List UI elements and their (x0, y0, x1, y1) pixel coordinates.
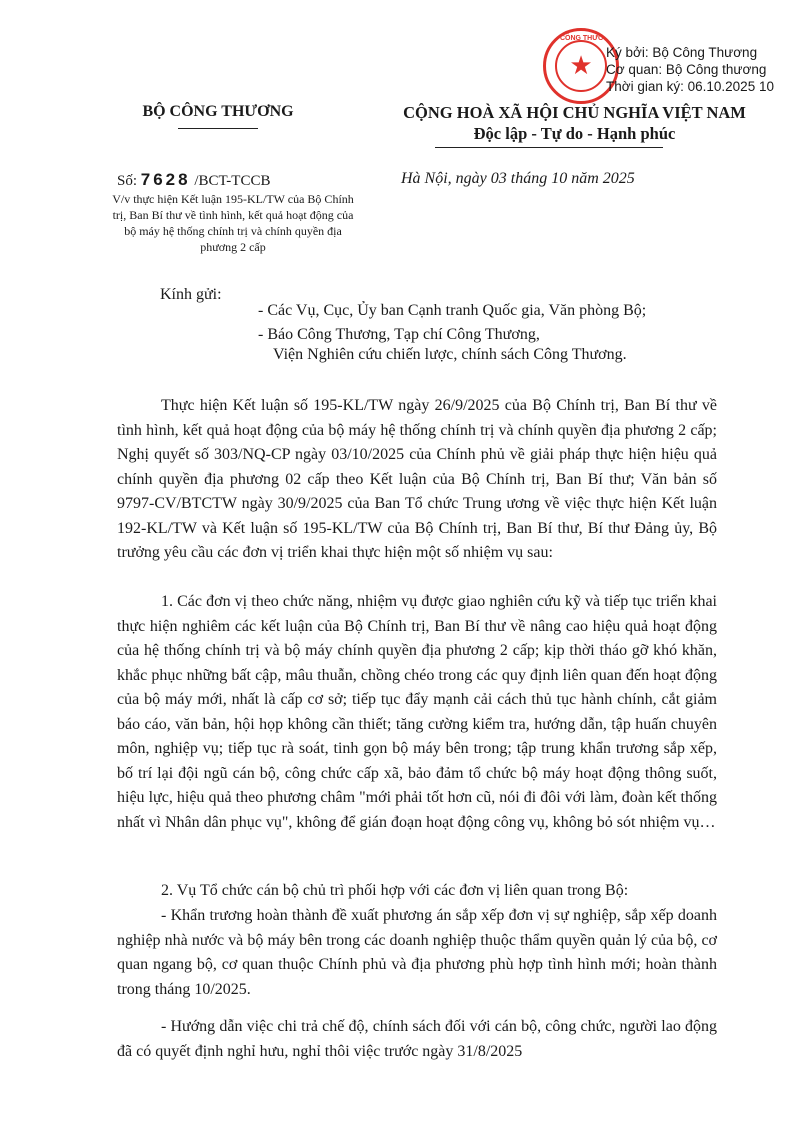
doc-number-prefix: Số: (117, 173, 138, 189)
item-2-paragraph: 2. Vụ Tổ chức cán bộ chủ trì phối hợp với các đơn vị liên quan trong Bộ: (161, 882, 629, 899)
item-2b-paragraph: - Hướng dẫn việc chi trả chế độ, chính sách đối với cán bộ, công chức, người lao động đã có quyết định nghỉ hưu, nghỉ thôi việc trước ngày 31/8/2025 (117, 1018, 717, 1060)
recipient-line: - Các Vụ, Cục, Ủy ban Cạnh tranh Quốc gia, Văn phòng Bộ; (258, 302, 647, 319)
signer-agency-line: Cơ quan: Bộ Công thương (606, 62, 767, 77)
item-2a-paragraph: - Khẩn trương hoàn thành đề xuất phương án sắp xếp đơn vị sự nghiệp, sắp xếp doanh nghiệp nhà nước và bộ máy bên trong các doanh nghiệp thuộc thẩm quyền quản lý của bộ, cơ quan ngang bộ, cơ quan thuộc Chính phủ và địa phương phù hợp tình hình mới; hoàn thành trong tháng 10/2025. (117, 907, 717, 998)
issuing-agency: BỘ CÔNG THƯƠNG (142, 103, 294, 120)
item-1-paragraph: 1. Các đơn vị theo chức năng, nhiệm vụ được giao nghiên cứu kỹ và tiếp tục triển khai thực hiện nghiêm các kết luận của Bộ Chính trị, Ban Bí thư về nâng cao hiệu quả hoạt động của hệ thống chính trị và bộ máy chính quyền địa phương 2 cấp; kịp thời tháo gỡ khó khăn, khắc phục những bất cập, mâu thuẫn, chồng chéo trong các quy định liên quan đến hoạt động của bộ máy mới, nhất là cấp cơ sở; tiếp tục đẩy mạnh cải cách thủ tục hành chính, cắt giảm báo cáo, văn bản, hội họp không cần thiết; tăng cường kiểm tra, hướng dẫn, tập huấn chuyên môn, nghiệp vụ; tiếp tục rà soát, tinh gọn bộ máy bên trong; tập trung khẩn trương sắp xếp, bố trí lại đội ngũ cán bộ, công chức cấp xã, bảo đảm tổ chức bộ máy hoạt động thông suốt, hiệu lực, hiệu quả theo phương châm "mới phải tốt hơn cũ, nói đi đôi với làm, đoàn kết thống nhất vì Nhân dân phục vụ", không để gián đoạn hoạt động công vụ, không bỏ sót nhiệm vụ… (117, 593, 717, 831)
recipient-line: Viện Nghiên cứu chiến lược, chính sách Công Thương. (273, 346, 627, 363)
intro-paragraph: Thực hiện Kết luận số 195-KL/TW ngày 26/9/2025 của Bộ Chính trị, Ban Bí thư về tình hình, kết quả hoạt động của bộ máy hệ thống chính trị và chính quyền địa phương 2 cấp; Nghị quyết số 303/NQ-CP ngày 03/10/2025 của Chính phủ về giải pháp thực hiện hiệu quả chính quyền địa phương 02 cấp theo Kết luận của Bộ Chính trị, Ban Bí thư; Văn bản số 9797-CV/BTCTW ngày 30/9/2025 của Ban Tổ chức Trung ương về việc thực hiện Kết luận 192-KL/TW và Kết luận số 195-KL/TW của Bộ Chính trị, Ban Bí thư, Bí thư Đảng ủy, Bộ trưởng yêu cầu các đơn vị triển khai thực hiện một số nhiệm vụ sau: (117, 397, 717, 561)
document-number (117, 170, 270, 190)
national-title: CỘNG HOÀ XÃ HỘI CHỦ NGHĨA VIỆT NAM (403, 103, 746, 122)
doc-number-value: 7628 (140, 170, 191, 189)
signer-line: Ký bởi: Bộ Công Thương (606, 45, 758, 60)
recipient-line: - Báo Công Thương, Tạp chí Công Thương, (258, 326, 540, 343)
motto-underline (435, 147, 663, 148)
document-subject: V/v thực hiện Kết luận 195-KL/TW của Bộ Chính trị, Ban Bí thư về tình hình, kết quả hoạt động của bộ máy hệ thống chính trị và chính quyền địa phương 2 cấp (112, 192, 354, 254)
seal-text: BỘ CÔNG THƯƠNG (547, 35, 615, 42)
greeting-label: Kính gửi: (160, 286, 222, 303)
national-motto: Độc lập - Tự do - Hạnh phúc (473, 124, 676, 143)
star-emblem-icon: ★ (555, 40, 607, 92)
signing-time-line: Thời gian ký: 06.10.2025 10 (606, 79, 774, 94)
doc-number-suffix: /BCT-TCCB (194, 173, 271, 189)
digital-signature-info (606, 44, 800, 95)
place-and-date: Hà Nội, ngày 03 tháng 10 năm 2025 (401, 170, 635, 187)
agency-underline (178, 128, 258, 129)
